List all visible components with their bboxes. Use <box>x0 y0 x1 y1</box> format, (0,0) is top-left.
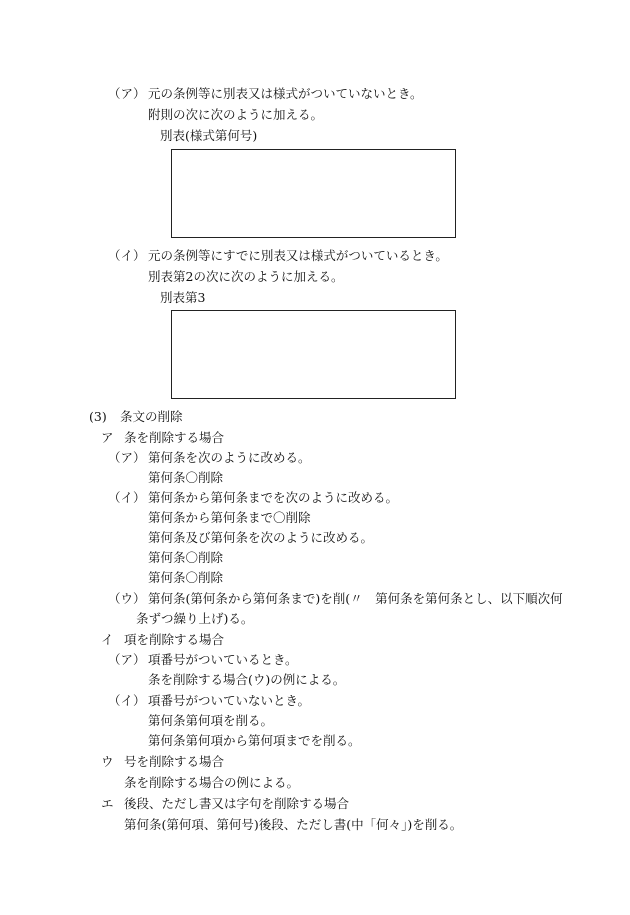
example-text: 第何条〇削除 <box>148 550 224 565</box>
subsection-heading: 後段、ただし書又は字句を削除する場合 <box>124 796 350 811</box>
example-text: 第何条〇削除 <box>148 470 224 485</box>
table-title: 別表第3 <box>160 290 206 305</box>
example-text: 条を削除する場合(ウ)の例による。 <box>148 672 346 687</box>
item-label: （ア） <box>108 86 146 101</box>
subsection-label: イ <box>101 632 114 647</box>
example-text: 第何条及び第何条を次のように改める。 <box>148 530 374 545</box>
item-text-continued: 条ずつ繰り上げ)る。 <box>136 611 254 626</box>
subsection-heading: 号を削除する場合 <box>124 754 225 769</box>
item-text: 元の条例等に別表又は様式がついていないとき。 <box>148 86 423 101</box>
section-heading: 条文の削除 <box>120 409 183 424</box>
instruction-text: 附則の次に次のように加える。 <box>148 107 324 122</box>
item-text: 項番号がついていないとき。 <box>148 693 311 708</box>
item-label: （イ） <box>108 248 146 263</box>
item-text: 第何条(第何条から第何条まで)を削(〃 第何条を第何条とし、以下順次何 <box>148 591 563 606</box>
subsection-heading: 条を削除する場合 <box>124 430 225 445</box>
example-text: 第何条から第何条まで〇削除 <box>148 510 311 525</box>
item-label: （イ） <box>108 693 146 708</box>
item-label: （イ） <box>108 490 146 505</box>
subsection-label: ア <box>101 430 114 445</box>
example-text: 第何条第何項から第何項までを削る。 <box>148 733 361 748</box>
table-placeholder-box <box>171 149 456 238</box>
item-text: 項番号がついているとき。 <box>148 652 298 667</box>
subsection-label: ウ <box>101 754 114 769</box>
item-label: （ア） <box>108 652 146 667</box>
item-text: 元の条例等にすでに別表又は様式がついているとき。 <box>148 248 448 263</box>
subsection-heading: 項を削除する場合 <box>124 632 225 647</box>
subsection-label: エ <box>101 796 114 811</box>
item-text: 第何条を次のように改める。 <box>148 450 311 465</box>
example-text: 第何条〇削除 <box>148 570 224 585</box>
example-text: 第何条(第何項、第何号)後段、ただし書(中「何々」)を削る。 <box>124 817 463 832</box>
item-text: 第何条から第何条までを次のように改める。 <box>148 490 399 505</box>
table-placeholder-box <box>171 310 456 399</box>
example-text: 条を削除する場合の例による。 <box>124 775 300 790</box>
example-text: 第何条第何項を削る。 <box>148 713 274 728</box>
item-label: （ア） <box>108 450 146 465</box>
instruction-text: 別表第2の次に次のように加える。 <box>148 269 344 284</box>
table-title: 別表(様式第何号) <box>160 128 258 143</box>
item-label: （ウ） <box>108 591 146 606</box>
section-number: (3) <box>89 409 107 424</box>
